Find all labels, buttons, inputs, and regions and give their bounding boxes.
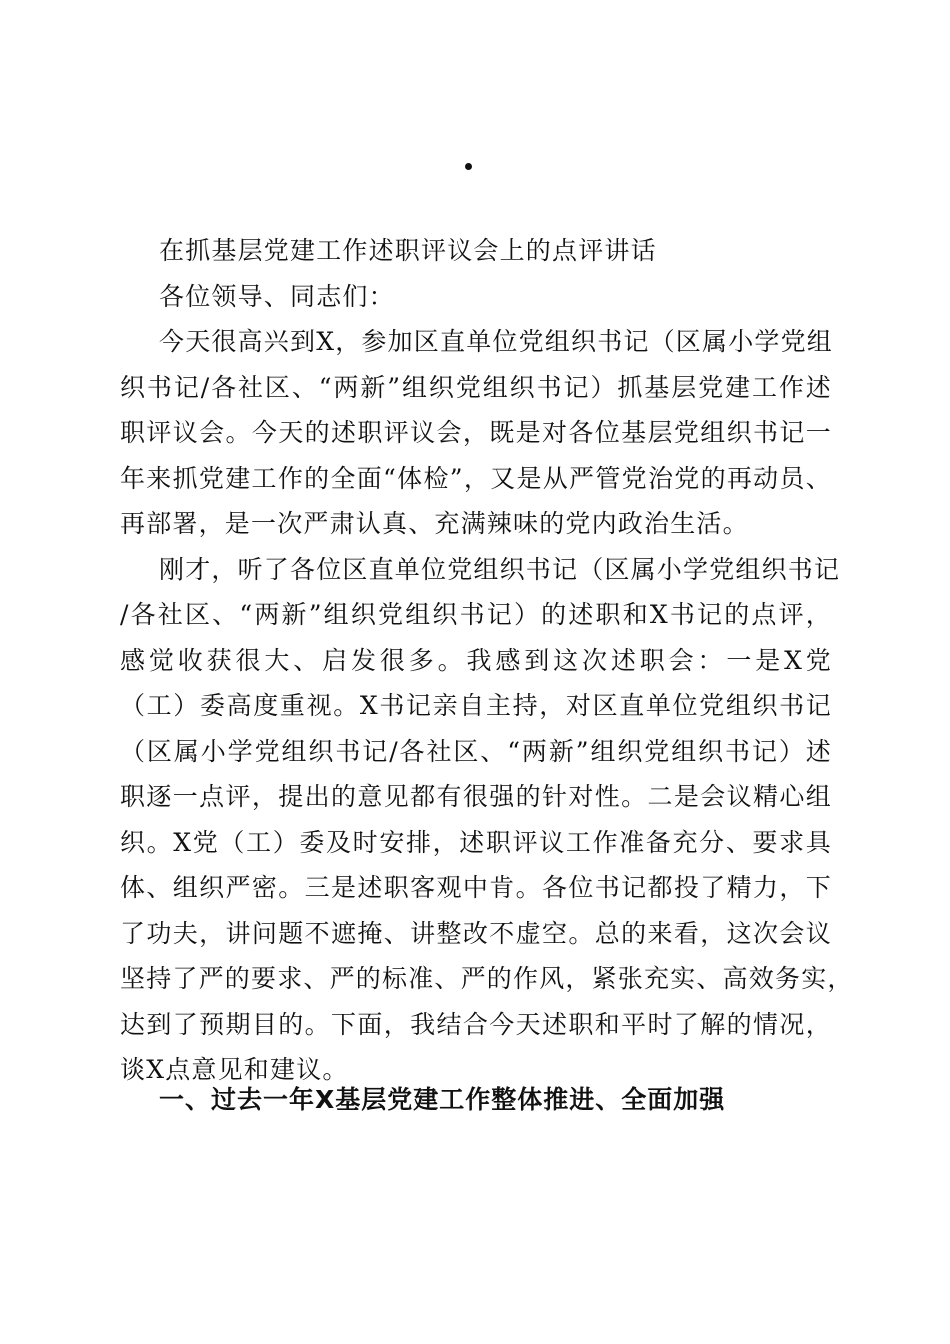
- paragraph-1: [120, 319, 832, 547]
- paragraph-line: 体、组织严密。三是述职客观中肯。各位书记都投了精力，下: [120, 873, 832, 902]
- paragraph-line: 职评议会。今天的述职评议会，既是对各位基层党组织书记一: [120, 418, 832, 447]
- paragraph-2: [120, 547, 854, 1093]
- paragraph-line: 织书记/各社区、“两新”组织党组织书记）抓基层党建工作述: [120, 372, 832, 402]
- paragraph-line: 再部署，是一次严肃认真、充满辣味的党内政治生活。: [120, 509, 749, 538]
- document-title: 在抓基层党建工作述职评议会上的点评讲话: [159, 236, 657, 265]
- paragraph-line: （工）委高度重视。X书记亲自主持，对区直单位党组织书记: [120, 691, 832, 720]
- paragraph-line: /各社区、“两新”组织党组织书记）的述职和X书记的点评，: [120, 600, 832, 629]
- paragraph-line: 达到了预期目的。下面，我结合今天述职和平时了解的情况，: [120, 1009, 832, 1039]
- paragraph-line: 职逐一点评，提出的意见都有很强的针对性。二是会议精心组: [120, 782, 832, 811]
- section-heading-1: 一、过去一年X基层党建工作整体推进、全面加强: [159, 1085, 726, 1114]
- paragraph-line: 今天很高兴到X，参加区直单位党组织书记（区属小学党组: [159, 327, 834, 356]
- header-dot: [465, 163, 472, 170]
- paragraph-line: 感觉收获很大、启发很多。我感到这次述职会：一是X党: [120, 645, 832, 675]
- salutation: 各位领导、同志们：: [159, 281, 395, 311]
- paragraph-line: 坚持了严的要求、严的标准、严的作风，紧张充实、高效务实，: [120, 964, 854, 993]
- paragraph-line: （区属小学党组织书记/各社区、“两新”组织党组织书记）述: [120, 736, 832, 766]
- paragraph-line: 年来抓党建工作的全面“体检”，又是从严管党治党的再动员、: [120, 463, 832, 493]
- paragraph-line: 谈X点意见和建议。: [120, 1055, 349, 1084]
- paragraph-line: 织。X党（工）委及时安排，述职评议工作准备充分、要求具: [120, 827, 832, 857]
- paragraph-line: 刚才，听了各位区直单位党组织书记（区属小学党组织书记: [159, 554, 841, 584]
- document-body: [120, 228, 854, 1093]
- paragraph-line: 了功夫，讲问题不遮掩、讲整改不虚空。总的来看，这次会议: [120, 918, 832, 948]
